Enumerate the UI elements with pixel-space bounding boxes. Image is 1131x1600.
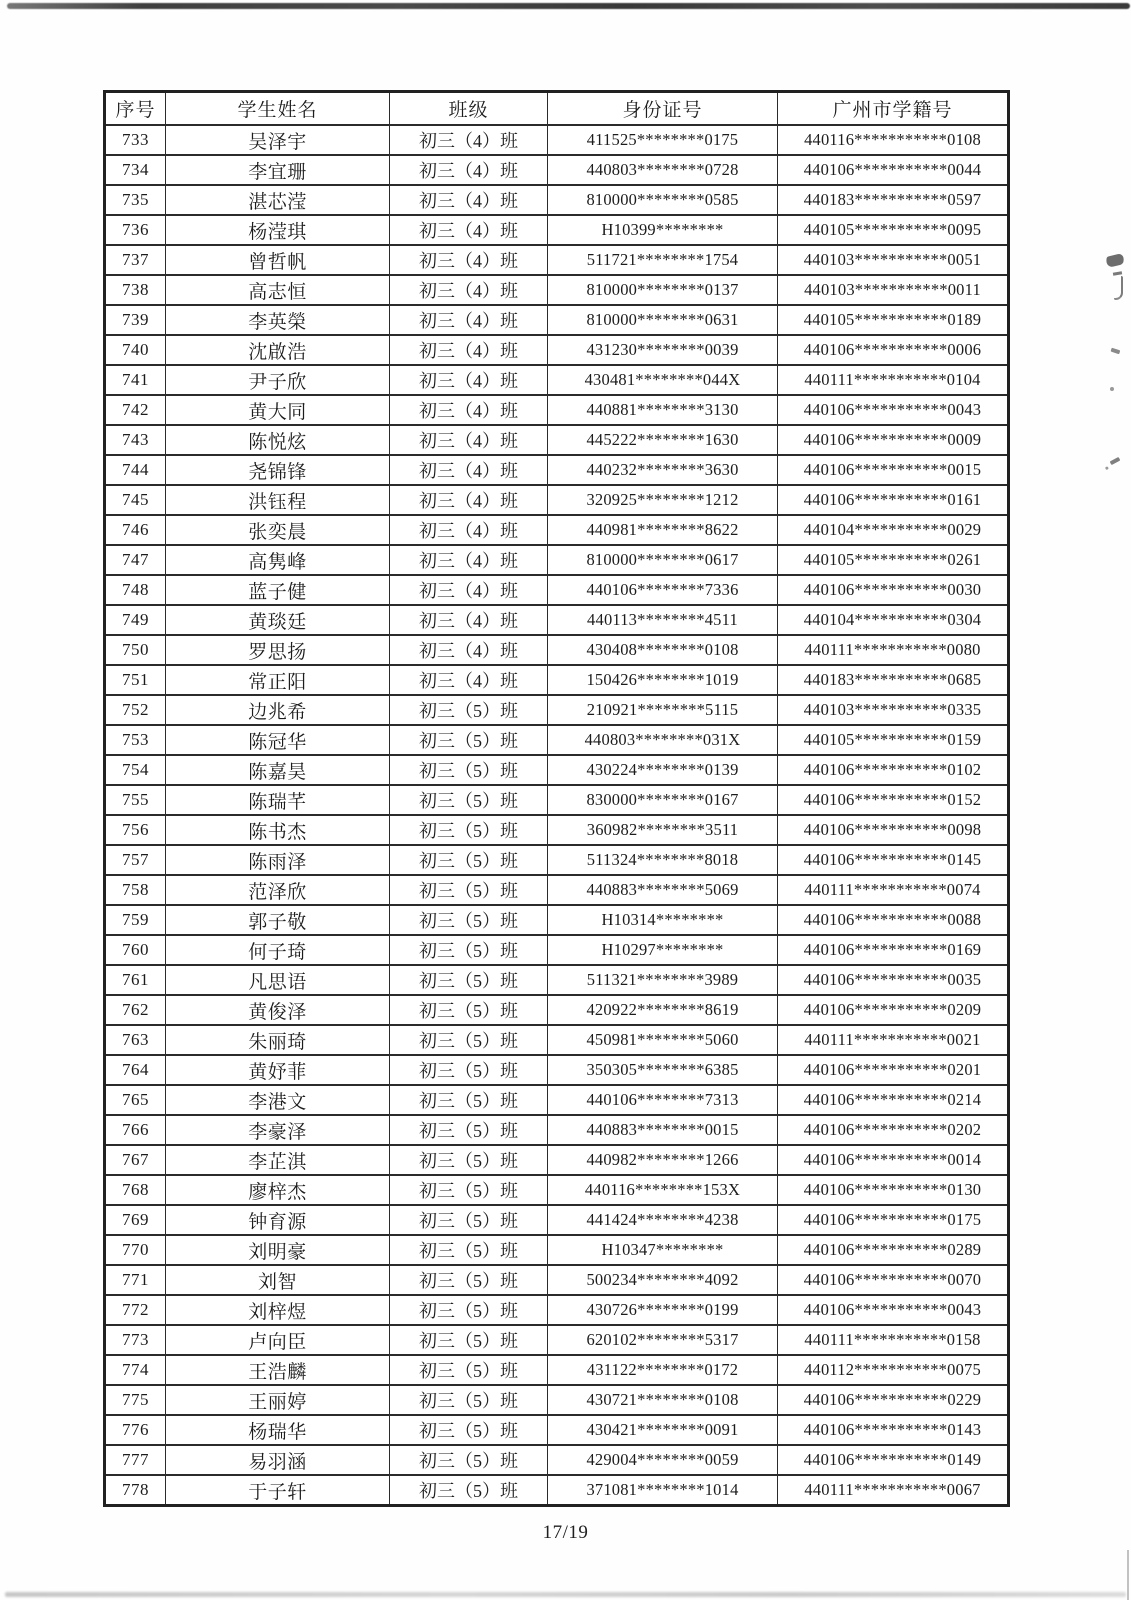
cell-student-name: 刘梓煜: [166, 1295, 390, 1325]
cell-student-name: 陈雨泽: [166, 845, 390, 875]
cell-class: 初三（4）班: [390, 575, 548, 605]
cell-registration-number: 440111***********0021: [778, 1025, 1009, 1055]
cell-id-number: 810000********0585: [548, 185, 778, 215]
table-row: [105, 1025, 1009, 1055]
cell-registration-number: 440106***********0044: [778, 155, 1009, 185]
cell-class: 初三（5）班: [390, 845, 548, 875]
cell-id-number: 440106********7313: [548, 1085, 778, 1115]
cell-serial-number: 771: [105, 1265, 166, 1295]
cell-student-name: 钟育源: [166, 1205, 390, 1235]
table-row: [105, 755, 1009, 785]
cell-class: 初三（4）班: [390, 545, 548, 575]
cell-class: 初三（5）班: [390, 935, 548, 965]
cell-id-number: H10347********: [548, 1235, 778, 1265]
cell-student-name: 陈嘉昊: [166, 755, 390, 785]
cell-registration-number: 440106***********0130: [778, 1175, 1009, 1205]
table-row: [105, 695, 1009, 725]
cell-id-number: 430721********0108: [548, 1385, 778, 1415]
cell-registration-number: 440183***********0597: [778, 185, 1009, 215]
cell-class: 初三（5）班: [390, 1205, 548, 1235]
cell-student-name: 李宜珊: [166, 155, 390, 185]
cell-student-name: 易羽涵: [166, 1445, 390, 1475]
cell-class: 初三（5）班: [390, 1175, 548, 1205]
table-row: [105, 1205, 1009, 1235]
cell-serial-number: 745: [105, 485, 166, 515]
cell-class: 初三（5）班: [390, 1325, 548, 1355]
cell-student-name: 范泽欣: [166, 875, 390, 905]
table-row: [105, 245, 1009, 275]
cell-id-number: 441424********4238: [548, 1205, 778, 1235]
cell-student-name: 陈悦炫: [166, 425, 390, 455]
cell-serial-number: 753: [105, 725, 166, 755]
cell-class: 初三（5）班: [390, 1385, 548, 1415]
cell-registration-number: 440106***********0035: [778, 965, 1009, 995]
cell-serial-number: 747: [105, 545, 166, 575]
cell-registration-number: 440106***********0161: [778, 485, 1009, 515]
cell-class: 初三（4）班: [390, 275, 548, 305]
cell-student-name: 黄大同: [166, 395, 390, 425]
cell-serial-number: 759: [105, 905, 166, 935]
cell-student-name: 凡思语: [166, 965, 390, 995]
cell-serial-number: 746: [105, 515, 166, 545]
cell-registration-number: 440106***********0030: [778, 575, 1009, 605]
cell-id-number: H10399********: [548, 215, 778, 245]
table-row: [105, 1085, 1009, 1115]
cell-registration-number: 440111***********0158: [778, 1325, 1009, 1355]
cell-registration-number: 440103***********0335: [778, 695, 1009, 725]
table-row: [105, 455, 1009, 485]
cell-class: 初三（5）班: [390, 1025, 548, 1055]
cell-student-name: 尧锦锋: [166, 455, 390, 485]
cell-serial-number: 756: [105, 815, 166, 845]
cell-student-name: 黄琰廷: [166, 605, 390, 635]
cell-id-number: H10297********: [548, 935, 778, 965]
cell-class: 初三（5）班: [390, 1295, 548, 1325]
cell-serial-number: 748: [105, 575, 166, 605]
cell-class: 初三（4）班: [390, 485, 548, 515]
cell-student-name: 陈瑞芊: [166, 785, 390, 815]
cell-id-number: 440803********0728: [548, 155, 778, 185]
cell-registration-number: 440106***********0149: [778, 1445, 1009, 1475]
column-header-serial: 序号: [105, 92, 166, 126]
cell-id-number: 431122********0172: [548, 1355, 778, 1385]
table-row: [105, 1355, 1009, 1385]
table-row: [105, 575, 1009, 605]
cell-registration-number: 440106***********0289: [778, 1235, 1009, 1265]
cell-student-name: 王丽婷: [166, 1385, 390, 1415]
table-row: [105, 485, 1009, 515]
table-row: [105, 515, 1009, 545]
table-row: [105, 635, 1009, 665]
cell-class: 初三（4）班: [390, 125, 548, 155]
cell-class: 初三（4）班: [390, 605, 548, 635]
table-row: [105, 155, 1009, 185]
scan-artifact-top-bar: [7, 3, 1130, 9]
cell-class: 初三（4）班: [390, 365, 548, 395]
cell-student-name: 尹子欣: [166, 365, 390, 395]
table-row: [105, 815, 1009, 845]
cell-serial-number: 733: [105, 125, 166, 155]
table-row: [105, 665, 1009, 695]
cell-registration-number: 440106***********0175: [778, 1205, 1009, 1235]
table-row: [105, 785, 1009, 815]
cell-serial-number: 752: [105, 695, 166, 725]
cell-class: 初三（5）班: [390, 1355, 548, 1385]
cell-student-name: 李芷淇: [166, 1145, 390, 1175]
table-row: [105, 365, 1009, 395]
cell-class: 初三（4）班: [390, 635, 548, 665]
cell-registration-number: 440106***********0202: [778, 1115, 1009, 1145]
cell-student-name: 陈书杰: [166, 815, 390, 845]
cell-id-number: 450981********5060: [548, 1025, 778, 1055]
cell-student-name: 洪钰程: [166, 485, 390, 515]
cell-registration-number: 440106***********0043: [778, 395, 1009, 425]
column-header-student-name: 学生姓名: [166, 92, 390, 126]
cell-serial-number: 772: [105, 1295, 166, 1325]
table-row: [105, 845, 1009, 875]
table-row: [105, 1235, 1009, 1265]
cell-serial-number: 750: [105, 635, 166, 665]
cell-id-number: 511324********8018: [548, 845, 778, 875]
cell-serial-number: 742: [105, 395, 166, 425]
cell-id-number: 440116********153X: [548, 1175, 778, 1205]
cell-registration-number: 440106***********0098: [778, 815, 1009, 845]
table-row: [105, 1475, 1009, 1506]
cell-serial-number: 766: [105, 1115, 166, 1145]
cell-serial-number: 775: [105, 1385, 166, 1415]
table-row: [105, 185, 1009, 215]
cell-id-number: 810000********0617: [548, 545, 778, 575]
cell-student-name: 杨滢琪: [166, 215, 390, 245]
cell-serial-number: 754: [105, 755, 166, 785]
cell-registration-number: 440103***********0051: [778, 245, 1009, 275]
cell-id-number: 440982********1266: [548, 1145, 778, 1175]
cell-serial-number: 736: [105, 215, 166, 245]
cell-serial-number: 734: [105, 155, 166, 185]
cell-class: 初三（5）班: [390, 725, 548, 755]
table-row: [105, 425, 1009, 455]
cell-id-number: H10314********: [548, 905, 778, 935]
cell-student-name: 黄俊泽: [166, 995, 390, 1025]
cell-serial-number: 737: [105, 245, 166, 275]
cell-class: 初三（5）班: [390, 1475, 548, 1506]
cell-student-name: 于子轩: [166, 1475, 390, 1506]
cell-class: 初三（5）班: [390, 1235, 548, 1265]
cell-registration-number: 440116***********0108: [778, 125, 1009, 155]
cell-id-number: 360982********3511: [548, 815, 778, 845]
cell-registration-number: 440104***********0304: [778, 605, 1009, 635]
cell-class: 初三（4）班: [390, 305, 548, 335]
cell-student-name: 吴泽宇: [166, 125, 390, 155]
cell-student-name: 湛芯滢: [166, 185, 390, 215]
cell-class: 初三（4）班: [390, 185, 548, 215]
cell-class: 初三（5）班: [390, 815, 548, 845]
scan-smudge: [1110, 387, 1114, 391]
cell-id-number: 440883********0015: [548, 1115, 778, 1145]
cell-serial-number: 738: [105, 275, 166, 305]
cell-class: 初三（4）班: [390, 455, 548, 485]
cell-class: 初三（4）班: [390, 395, 548, 425]
cell-serial-number: 773: [105, 1325, 166, 1355]
cell-id-number: 511321********3989: [548, 965, 778, 995]
cell-student-name: 陈冠华: [166, 725, 390, 755]
cell-class: 初三（4）班: [390, 665, 548, 695]
cell-serial-number: 777: [105, 1445, 166, 1475]
cell-id-number: 511721********1754: [548, 245, 778, 275]
table-header-row: [105, 92, 1009, 126]
table-row: [105, 125, 1009, 155]
column-header-class: 班级: [390, 92, 548, 126]
cell-id-number: 830000********0167: [548, 785, 778, 815]
cell-serial-number: 774: [105, 1355, 166, 1385]
cell-student-name: 郭子敬: [166, 905, 390, 935]
cell-student-name: 廖梓杰: [166, 1175, 390, 1205]
cell-student-name: 罗思扬: [166, 635, 390, 665]
cell-registration-number: 440104***********0029: [778, 515, 1009, 545]
table-row: [105, 1265, 1009, 1295]
cell-registration-number: 440106***********0229: [778, 1385, 1009, 1415]
cell-registration-number: 440105***********0189: [778, 305, 1009, 335]
cell-registration-number: 440106***********0152: [778, 785, 1009, 815]
cell-id-number: 210921********5115: [548, 695, 778, 725]
cell-student-name: 何子琦: [166, 935, 390, 965]
cell-id-number: 371081********1014: [548, 1475, 778, 1506]
cell-id-number: 440113********4511: [548, 605, 778, 635]
column-header-id-number: 身份证号: [548, 92, 778, 126]
student-roster-table: [103, 90, 1010, 1507]
scan-smudge: [1110, 457, 1121, 465]
cell-id-number: 440981********8622: [548, 515, 778, 545]
cell-class: 初三（4）班: [390, 155, 548, 185]
cell-student-name: 黄妤菲: [166, 1055, 390, 1085]
cell-registration-number: 440111***********0067: [778, 1475, 1009, 1506]
cell-registration-number: 440106***********0070: [778, 1265, 1009, 1295]
cell-id-number: 440883********5069: [548, 875, 778, 905]
cell-class: 初三（5）班: [390, 1115, 548, 1145]
table-row: [105, 995, 1009, 1025]
cell-registration-number: 440106***********0014: [778, 1145, 1009, 1175]
table-row: [105, 1385, 1009, 1415]
cell-student-name: 沈啟浩: [166, 335, 390, 365]
cell-serial-number: 762: [105, 995, 166, 1025]
scan-smudge: [1111, 348, 1121, 354]
cell-student-name: 王浩麟: [166, 1355, 390, 1385]
cell-class: 初三（5）班: [390, 965, 548, 995]
cell-class: 初三（5）班: [390, 755, 548, 785]
cell-registration-number: 440106***********0009: [778, 425, 1009, 455]
cell-registration-number: 440183***********0685: [778, 665, 1009, 695]
cell-registration-number: 440105***********0159: [778, 725, 1009, 755]
table-row: [105, 965, 1009, 995]
cell-registration-number: 440106***********0102: [778, 755, 1009, 785]
cell-serial-number: 770: [105, 1235, 166, 1265]
cell-registration-number: 440105***********0261: [778, 545, 1009, 575]
cell-class: 初三（5）班: [390, 1415, 548, 1445]
cell-student-name: 朱丽琦: [166, 1025, 390, 1055]
cell-class: 初三（4）班: [390, 335, 548, 365]
scan-artifact-bottom-bar: [5, 1592, 1126, 1597]
cell-class: 初三（4）班: [390, 515, 548, 545]
table-row: [105, 305, 1009, 335]
cell-class: 初三（5）班: [390, 875, 548, 905]
cell-class: 初三（4）班: [390, 425, 548, 455]
table-row: [105, 1145, 1009, 1175]
column-header-registration-number: 广州市学籍号: [778, 92, 1009, 126]
cell-student-name: 李英榮: [166, 305, 390, 335]
cell-serial-number: 749: [105, 605, 166, 635]
cell-class: 初三（5）班: [390, 905, 548, 935]
cell-registration-number: 440111***********0074: [778, 875, 1009, 905]
cell-student-name: 卢向臣: [166, 1325, 390, 1355]
cell-student-name: 高志恒: [166, 275, 390, 305]
cell-serial-number: 741: [105, 365, 166, 395]
table-row: [105, 215, 1009, 245]
cell-serial-number: 751: [105, 665, 166, 695]
cell-id-number: 445222********1630: [548, 425, 778, 455]
table-row: [105, 905, 1009, 935]
cell-class: 初三（5）班: [390, 1445, 548, 1475]
cell-serial-number: 778: [105, 1475, 166, 1506]
cell-id-number: 429004********0059: [548, 1445, 778, 1475]
cell-serial-number: 757: [105, 845, 166, 875]
cell-class: 初三（5）班: [390, 695, 548, 725]
table-row: [105, 1055, 1009, 1085]
cell-serial-number: 758: [105, 875, 166, 905]
cell-id-number: 431230********0039: [548, 335, 778, 365]
cell-id-number: 430224********0139: [548, 755, 778, 785]
cell-serial-number: 760: [105, 935, 166, 965]
cell-serial-number: 755: [105, 785, 166, 815]
cell-id-number: 810000********0137: [548, 275, 778, 305]
cell-serial-number: 764: [105, 1055, 166, 1085]
cell-serial-number: 735: [105, 185, 166, 215]
cell-serial-number: 765: [105, 1085, 166, 1115]
cell-class: 初三（5）班: [390, 1085, 548, 1115]
cell-registration-number: 440106***********0201: [778, 1055, 1009, 1085]
cell-id-number: 150426********1019: [548, 665, 778, 695]
cell-id-number: 440232********3630: [548, 455, 778, 485]
cell-id-number: 810000********0631: [548, 305, 778, 335]
cell-serial-number: 744: [105, 455, 166, 485]
cell-student-name: 边兆希: [166, 695, 390, 725]
cell-serial-number: 743: [105, 425, 166, 455]
cell-class: 初三（5）班: [390, 1265, 548, 1295]
table-row: [105, 395, 1009, 425]
cell-class: 初三（5）班: [390, 1055, 548, 1085]
table-row: [105, 725, 1009, 755]
cell-id-number: 620102********5317: [548, 1325, 778, 1355]
table-row: [105, 1325, 1009, 1355]
cell-id-number: 440106********7336: [548, 575, 778, 605]
cell-id-number: 350305********6385: [548, 1055, 778, 1085]
cell-registration-number: 440106***********0088: [778, 905, 1009, 935]
table-row: [105, 605, 1009, 635]
cell-id-number: 430726********0199: [548, 1295, 778, 1325]
table-row: [105, 545, 1009, 575]
table-row: [105, 1445, 1009, 1475]
cell-registration-number: 440106***********0169: [778, 935, 1009, 965]
cell-serial-number: 769: [105, 1205, 166, 1235]
table-row: [105, 1295, 1009, 1325]
cell-class: 初三（5）班: [390, 995, 548, 1025]
cell-id-number: 430408********0108: [548, 635, 778, 665]
cell-class: 初三（4）班: [390, 215, 548, 245]
scan-artifact-edge-line: [1127, 1550, 1129, 1600]
cell-student-name: 刘明豪: [166, 1235, 390, 1265]
cell-id-number: 440803********031X: [548, 725, 778, 755]
table-row: [105, 275, 1009, 305]
cell-class: 初三（4）班: [390, 245, 548, 275]
table-body: [105, 125, 1009, 1506]
cell-registration-number: 440106***********0209: [778, 995, 1009, 1025]
cell-registration-number: 440112***********0075: [778, 1355, 1009, 1385]
cell-serial-number: 767: [105, 1145, 166, 1175]
cell-id-number: 430481********044X: [548, 365, 778, 395]
cell-registration-number: 440106***********0015: [778, 455, 1009, 485]
cell-id-number: 430421********0091: [548, 1415, 778, 1445]
cell-registration-number: 440103***********0011: [778, 275, 1009, 305]
cell-registration-number: 440111***********0080: [778, 635, 1009, 665]
cell-student-name: 刘智: [166, 1265, 390, 1295]
cell-registration-number: 440105***********0095: [778, 215, 1009, 245]
table-row: [105, 1175, 1009, 1205]
table-row: [105, 875, 1009, 905]
cell-student-name: 张奕晨: [166, 515, 390, 545]
cell-id-number: 500234********4092: [548, 1265, 778, 1295]
cell-registration-number: 440106***********0143: [778, 1415, 1009, 1445]
cell-serial-number: 768: [105, 1175, 166, 1205]
cell-student-name: 李豪泽: [166, 1115, 390, 1145]
table-row: [105, 935, 1009, 965]
cell-student-name: 常正阳: [166, 665, 390, 695]
cell-serial-number: 776: [105, 1415, 166, 1445]
cell-id-number: 411525********0175: [548, 125, 778, 155]
page-number: 17/19: [542, 1522, 589, 1543]
cell-student-name: 高隽峰: [166, 545, 390, 575]
cell-student-name: 杨瑞华: [166, 1415, 390, 1445]
cell-serial-number: 763: [105, 1025, 166, 1055]
cell-student-name: 曾哲帆: [166, 245, 390, 275]
table-row: [105, 1415, 1009, 1445]
cell-student-name: 李港文: [166, 1085, 390, 1115]
cell-serial-number: 740: [105, 335, 166, 365]
cell-class: 初三（5）班: [390, 785, 548, 815]
scan-smudge: [1114, 276, 1123, 300]
cell-id-number: 420922********8619: [548, 995, 778, 1025]
cell-id-number: 440881********3130: [548, 395, 778, 425]
cell-registration-number: 440111***********0104: [778, 365, 1009, 395]
cell-student-name: 蓝子健: [166, 575, 390, 605]
cell-registration-number: 440106***********0145: [778, 845, 1009, 875]
cell-id-number: 320925********1212: [548, 485, 778, 515]
cell-serial-number: 739: [105, 305, 166, 335]
cell-registration-number: 440106***********0043: [778, 1295, 1009, 1325]
cell-class: 初三（5）班: [390, 1145, 548, 1175]
scan-smudge: [1106, 253, 1124, 269]
cell-serial-number: 761: [105, 965, 166, 995]
cell-registration-number: 440106***********0214: [778, 1085, 1009, 1115]
table-row: [105, 335, 1009, 365]
table-row: [105, 1115, 1009, 1145]
cell-registration-number: 440106***********0006: [778, 335, 1009, 365]
